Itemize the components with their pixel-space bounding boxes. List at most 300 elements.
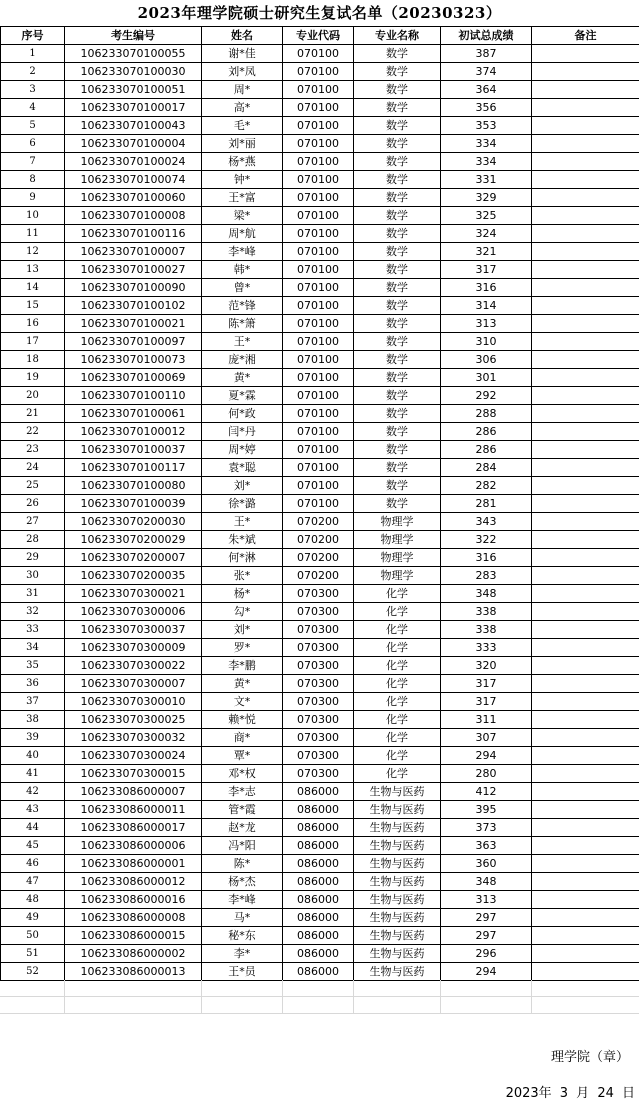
cell-exam-id: 106233086000006 (65, 837, 202, 855)
cell-major-code: 070100 (283, 351, 354, 369)
cell-note (532, 855, 639, 873)
cell-exam-id: 106233086000007 (65, 783, 202, 801)
table-row (1, 765, 639, 783)
cell-note (532, 189, 639, 207)
cell-name: 王* (202, 333, 283, 351)
cell-major-code: 070100 (283, 387, 354, 405)
table-row (1, 153, 639, 171)
cell-name: 管*霞 (202, 801, 283, 819)
cell-score: 313 (441, 891, 532, 909)
cell-exam-id: 106233070100043 (65, 117, 202, 135)
cell-major-name: 数学 (354, 189, 441, 207)
cell-seq: 42 (1, 783, 65, 801)
cell-score: 356 (441, 99, 532, 117)
cell-major-code: 070300 (283, 639, 354, 657)
cell-note (532, 423, 639, 441)
cell-exam-id: 106233070100074 (65, 171, 202, 189)
cell-score: 280 (441, 765, 532, 783)
cell-seq: 23 (1, 441, 65, 459)
cell-name: 勾* (202, 603, 283, 621)
cell-note (532, 621, 639, 639)
cell-name: 杨*燕 (202, 153, 283, 171)
cell-major-name: 生物与医药 (354, 819, 441, 837)
cell-score: 321 (441, 243, 532, 261)
admission-list-table (0, 26, 639, 981)
cell-name: 庞*湘 (202, 351, 283, 369)
cell-name: 夏*霖 (202, 387, 283, 405)
table-row (1, 171, 639, 189)
cell-seq: 1 (1, 45, 65, 63)
cell-note (532, 963, 639, 981)
cell-seq: 21 (1, 405, 65, 423)
table-row (1, 819, 639, 837)
cell-major-name: 化学 (354, 603, 441, 621)
cell-major-code: 070300 (283, 621, 354, 639)
table-row (1, 783, 639, 801)
cell-score: 317 (441, 261, 532, 279)
table-row (1, 405, 639, 423)
cell-score: 296 (441, 945, 532, 963)
cell-name: 李* (202, 945, 283, 963)
cell-score: 307 (441, 729, 532, 747)
cell-name: 张* (202, 567, 283, 585)
cell-score: 331 (441, 171, 532, 189)
cell-score: 317 (441, 693, 532, 711)
table-row (1, 351, 639, 369)
cell-major-name: 数学 (354, 81, 441, 99)
cell-major-name: 化学 (354, 675, 441, 693)
table-row (1, 63, 639, 81)
cell-major-name: 数学 (354, 279, 441, 297)
cell-note (532, 549, 639, 567)
cell-major-name: 数学 (354, 351, 441, 369)
cell-seq: 52 (1, 963, 65, 981)
cell-major-code: 070300 (283, 675, 354, 693)
cell-seq: 30 (1, 567, 65, 585)
table-row (1, 117, 639, 135)
cell-score: 373 (441, 819, 532, 837)
cell-seq: 40 (1, 747, 65, 765)
cell-seq: 13 (1, 261, 65, 279)
cell-major-name: 化学 (354, 693, 441, 711)
cell-exam-id: 106233070100061 (65, 405, 202, 423)
cell-name: 杨*杰 (202, 873, 283, 891)
date-text: 2023年 3 月 24 日 (505, 1086, 635, 1101)
cell-major-name: 数学 (354, 153, 441, 171)
cell-major-code: 070300 (283, 585, 354, 603)
cell-name: 刘* (202, 477, 283, 495)
cell-name: 谢*佳 (202, 45, 283, 63)
cell-major-code: 070200 (283, 513, 354, 531)
table-row (1, 855, 639, 873)
cell-note (532, 909, 639, 927)
cell-note (532, 261, 639, 279)
cell-name: 覃* (202, 747, 283, 765)
cell-name: 邓*权 (202, 765, 283, 783)
cell-score: 297 (441, 909, 532, 927)
header-id: 考生编号 (65, 27, 202, 45)
document-title: 2023年理学院硕士研究生复试名单（20230323） (137, 4, 502, 22)
table-row (1, 513, 639, 531)
cell-exam-id: 106233086000016 (65, 891, 202, 909)
table-row (1, 657, 639, 675)
header-code: 专业代码 (283, 27, 354, 45)
cell-name: 朱*斌 (202, 531, 283, 549)
cell-major-code: 070300 (283, 729, 354, 747)
cell-score: 412 (441, 783, 532, 801)
cell-note (532, 135, 639, 153)
cell-note (532, 153, 639, 171)
cell-seq: 46 (1, 855, 65, 873)
cell-name: 陈*箫 (202, 315, 283, 333)
cell-exam-id: 106233070100024 (65, 153, 202, 171)
cell-note (532, 369, 639, 387)
cell-note (532, 711, 639, 729)
cell-major-code: 070300 (283, 657, 354, 675)
cell-note (532, 891, 639, 909)
cell-score: 343 (441, 513, 532, 531)
cell-score: 334 (441, 135, 532, 153)
cell-major-name: 数学 (354, 405, 441, 423)
cell-major-code: 070100 (283, 315, 354, 333)
cell-note (532, 495, 639, 513)
cell-major-code: 086000 (283, 945, 354, 963)
cell-exam-id: 106233086000012 (65, 873, 202, 891)
cell-exam-id: 106233070300007 (65, 675, 202, 693)
cell-name: 徐*潞 (202, 495, 283, 513)
cell-note (532, 207, 639, 225)
cell-major-name: 数学 (354, 315, 441, 333)
cell-note (532, 405, 639, 423)
cell-seq: 26 (1, 495, 65, 513)
table-row (1, 243, 639, 261)
cell-major-name: 物理学 (354, 531, 441, 549)
table-row (1, 81, 639, 99)
table-row (1, 315, 639, 333)
cell-major-name: 数学 (354, 171, 441, 189)
cell-seq: 11 (1, 225, 65, 243)
cell-seq: 25 (1, 477, 65, 495)
cell-note (532, 459, 639, 477)
cell-exam-id: 106233070300037 (65, 621, 202, 639)
table-row (1, 441, 639, 459)
cell-name: 袁*聪 (202, 459, 283, 477)
cell-exam-id: 106233070100007 (65, 243, 202, 261)
cell-seq: 32 (1, 603, 65, 621)
cell-note (532, 765, 639, 783)
cell-exam-id: 106233070100039 (65, 495, 202, 513)
cell-note (532, 477, 639, 495)
cell-exam-id: 106233070100030 (65, 63, 202, 81)
cell-seq: 29 (1, 549, 65, 567)
cell-major-name: 数学 (354, 477, 441, 495)
cell-seq: 24 (1, 459, 65, 477)
cell-major-name: 生物与医药 (354, 801, 441, 819)
cell-seq: 6 (1, 135, 65, 153)
cell-name: 马* (202, 909, 283, 927)
cell-score: 317 (441, 675, 532, 693)
cell-exam-id: 106233070100055 (65, 45, 202, 63)
cell-seq: 2 (1, 63, 65, 81)
cell-seq: 36 (1, 675, 65, 693)
cell-major-name: 数学 (354, 99, 441, 117)
cell-score: 363 (441, 837, 532, 855)
cell-major-code: 070100 (283, 153, 354, 171)
table-row (1, 495, 639, 513)
cell-note (532, 441, 639, 459)
cell-score: 353 (441, 117, 532, 135)
cell-score: 360 (441, 855, 532, 873)
cell-note (532, 351, 639, 369)
cell-exam-id: 106233070300022 (65, 657, 202, 675)
table-row (1, 891, 639, 909)
cell-score: 310 (441, 333, 532, 351)
cell-major-code: 070300 (283, 765, 354, 783)
cell-major-name: 生物与医药 (354, 873, 441, 891)
cell-note (532, 657, 639, 675)
cell-name: 韩* (202, 261, 283, 279)
cell-note (532, 693, 639, 711)
cell-major-name: 化学 (354, 639, 441, 657)
cell-seq: 48 (1, 891, 65, 909)
table-row (1, 423, 639, 441)
cell-name: 曾* (202, 279, 283, 297)
cell-score: 301 (441, 369, 532, 387)
cell-score: 313 (441, 315, 532, 333)
cell-seq: 19 (1, 369, 65, 387)
cell-name: 秘*东 (202, 927, 283, 945)
table-row (1, 189, 639, 207)
table-row (1, 279, 639, 297)
cell-major-name: 数学 (354, 369, 441, 387)
cell-seq: 3 (1, 81, 65, 99)
cell-score: 297 (441, 927, 532, 945)
cell-seq: 50 (1, 927, 65, 945)
cell-seq: 43 (1, 801, 65, 819)
cell-exam-id: 106233070100012 (65, 423, 202, 441)
cell-seq: 18 (1, 351, 65, 369)
cell-name: 冯*阳 (202, 837, 283, 855)
cell-seq: 33 (1, 621, 65, 639)
cell-major-code: 070100 (283, 333, 354, 351)
cell-seq: 39 (1, 729, 65, 747)
cell-score: 395 (441, 801, 532, 819)
table-row (1, 945, 639, 963)
cell-note (532, 675, 639, 693)
cell-score: 286 (441, 441, 532, 459)
cell-seq: 28 (1, 531, 65, 549)
cell-note (532, 99, 639, 117)
cell-exam-id: 106233070300015 (65, 765, 202, 783)
table-row (1, 531, 639, 549)
cell-major-name: 数学 (354, 243, 441, 261)
cell-major-code: 070100 (283, 477, 354, 495)
cell-seq: 7 (1, 153, 65, 171)
cell-major-name: 生物与医药 (354, 783, 441, 801)
cell-score: 282 (441, 477, 532, 495)
cell-exam-id: 106233070100004 (65, 135, 202, 153)
cell-exam-id: 106233070100017 (65, 99, 202, 117)
cell-name: 李*峰 (202, 243, 283, 261)
cell-exam-id: 106233070300010 (65, 693, 202, 711)
table-row (1, 711, 639, 729)
cell-name: 刘*丽 (202, 135, 283, 153)
cell-score: 374 (441, 63, 532, 81)
cell-name: 梁* (202, 207, 283, 225)
cell-major-name: 化学 (354, 657, 441, 675)
cell-exam-id: 106233070100102 (65, 297, 202, 315)
cell-exam-id: 106233070100008 (65, 207, 202, 225)
cell-major-name: 数学 (354, 297, 441, 315)
cell-exam-id: 106233070100051 (65, 81, 202, 99)
cell-seq: 35 (1, 657, 65, 675)
cell-major-code: 070300 (283, 603, 354, 621)
cell-major-code: 070300 (283, 693, 354, 711)
cell-exam-id: 106233070100090 (65, 279, 202, 297)
cell-major-name: 数学 (354, 117, 441, 135)
cell-name: 李*志 (202, 783, 283, 801)
table-row (1, 477, 639, 495)
cell-seq: 37 (1, 693, 65, 711)
cell-major-code: 086000 (283, 927, 354, 945)
cell-score: 338 (441, 603, 532, 621)
cell-name: 王*富 (202, 189, 283, 207)
cell-major-code: 086000 (283, 801, 354, 819)
cell-note (532, 819, 639, 837)
cell-seq: 15 (1, 297, 65, 315)
cell-name: 周*航 (202, 225, 283, 243)
table-row (1, 873, 639, 891)
cell-major-code: 070100 (283, 441, 354, 459)
cell-score: 294 (441, 963, 532, 981)
cell-note (532, 63, 639, 81)
cell-note (532, 873, 639, 891)
cell-major-code: 070100 (283, 369, 354, 387)
cell-name: 周* (202, 81, 283, 99)
cell-score: 286 (441, 423, 532, 441)
table-row (1, 693, 639, 711)
cell-name: 李*鹏 (202, 657, 283, 675)
cell-seq: 8 (1, 171, 65, 189)
cell-major-name: 数学 (354, 423, 441, 441)
cell-name: 刘*凤 (202, 63, 283, 81)
cell-score: 311 (441, 711, 532, 729)
cell-exam-id: 106233070200030 (65, 513, 202, 531)
cell-name: 钟* (202, 171, 283, 189)
cell-name: 王* (202, 513, 283, 531)
cell-score: 314 (441, 297, 532, 315)
cell-exam-id: 106233070300032 (65, 729, 202, 747)
cell-seq: 49 (1, 909, 65, 927)
table-row (1, 675, 639, 693)
cell-name: 赖*悦 (202, 711, 283, 729)
cell-exam-id: 106233070100060 (65, 189, 202, 207)
cell-seq: 14 (1, 279, 65, 297)
cell-seq: 12 (1, 243, 65, 261)
cell-major-code: 070100 (283, 297, 354, 315)
cell-major-name: 化学 (354, 585, 441, 603)
cell-name: 黄* (202, 369, 283, 387)
cell-score: 334 (441, 153, 532, 171)
cell-major-code: 086000 (283, 891, 354, 909)
cell-score: 294 (441, 747, 532, 765)
cell-note (532, 747, 639, 765)
cell-score: 324 (441, 225, 532, 243)
cell-score: 322 (441, 531, 532, 549)
cell-score: 316 (441, 549, 532, 567)
cell-major-code: 070100 (283, 81, 354, 99)
cell-score: 338 (441, 621, 532, 639)
cell-seq: 20 (1, 387, 65, 405)
cell-major-code: 070100 (283, 405, 354, 423)
cell-exam-id: 106233086000017 (65, 819, 202, 837)
table-row (1, 99, 639, 117)
header-major: 专业名称 (354, 27, 441, 45)
cell-note (532, 531, 639, 549)
cell-major-name: 生物与医药 (354, 963, 441, 981)
cell-score: 284 (441, 459, 532, 477)
cell-note (532, 639, 639, 657)
cell-note (532, 801, 639, 819)
cell-major-name: 数学 (354, 387, 441, 405)
cell-major-code: 070100 (283, 261, 354, 279)
cell-exam-id: 106233070200007 (65, 549, 202, 567)
cell-seq: 34 (1, 639, 65, 657)
header-seq: 序号 (1, 27, 65, 45)
cell-seq: 44 (1, 819, 65, 837)
cell-major-name: 化学 (354, 729, 441, 747)
cell-seq: 38 (1, 711, 65, 729)
cell-seq: 22 (1, 423, 65, 441)
seal-text: 理学院（章） (550, 1050, 629, 1065)
cell-major-code: 070200 (283, 567, 354, 585)
cell-name: 罗* (202, 639, 283, 657)
cell-major-code: 070100 (283, 45, 354, 63)
cell-major-name: 生物与医药 (354, 945, 441, 963)
table-row (1, 333, 639, 351)
cell-name: 何*淋 (202, 549, 283, 567)
cell-major-name: 数学 (354, 459, 441, 477)
cell-seq: 51 (1, 945, 65, 963)
cell-score: 320 (441, 657, 532, 675)
table-row (1, 909, 639, 927)
cell-note (532, 225, 639, 243)
cell-exam-id: 106233070300021 (65, 585, 202, 603)
table-row (1, 261, 639, 279)
cell-major-code: 070100 (283, 189, 354, 207)
cell-exam-id: 106233070100021 (65, 315, 202, 333)
cell-major-name: 化学 (354, 765, 441, 783)
cell-major-name: 数学 (354, 261, 441, 279)
header-row (1, 27, 639, 45)
cell-score: 348 (441, 873, 532, 891)
cell-note (532, 837, 639, 855)
cell-exam-id: 106233070100116 (65, 225, 202, 243)
cell-seq: 45 (1, 837, 65, 855)
cell-major-code: 086000 (283, 873, 354, 891)
cell-name: 毛* (202, 117, 283, 135)
cell-major-name: 化学 (354, 747, 441, 765)
cell-score: 364 (441, 81, 532, 99)
cell-score: 316 (441, 279, 532, 297)
cell-major-code: 086000 (283, 819, 354, 837)
cell-note (532, 117, 639, 135)
cell-exam-id: 106233070100069 (65, 369, 202, 387)
cell-major-name: 生物与医药 (354, 927, 441, 945)
cell-score: 325 (441, 207, 532, 225)
cell-major-code: 070100 (283, 225, 354, 243)
cell-exam-id: 106233070100080 (65, 477, 202, 495)
